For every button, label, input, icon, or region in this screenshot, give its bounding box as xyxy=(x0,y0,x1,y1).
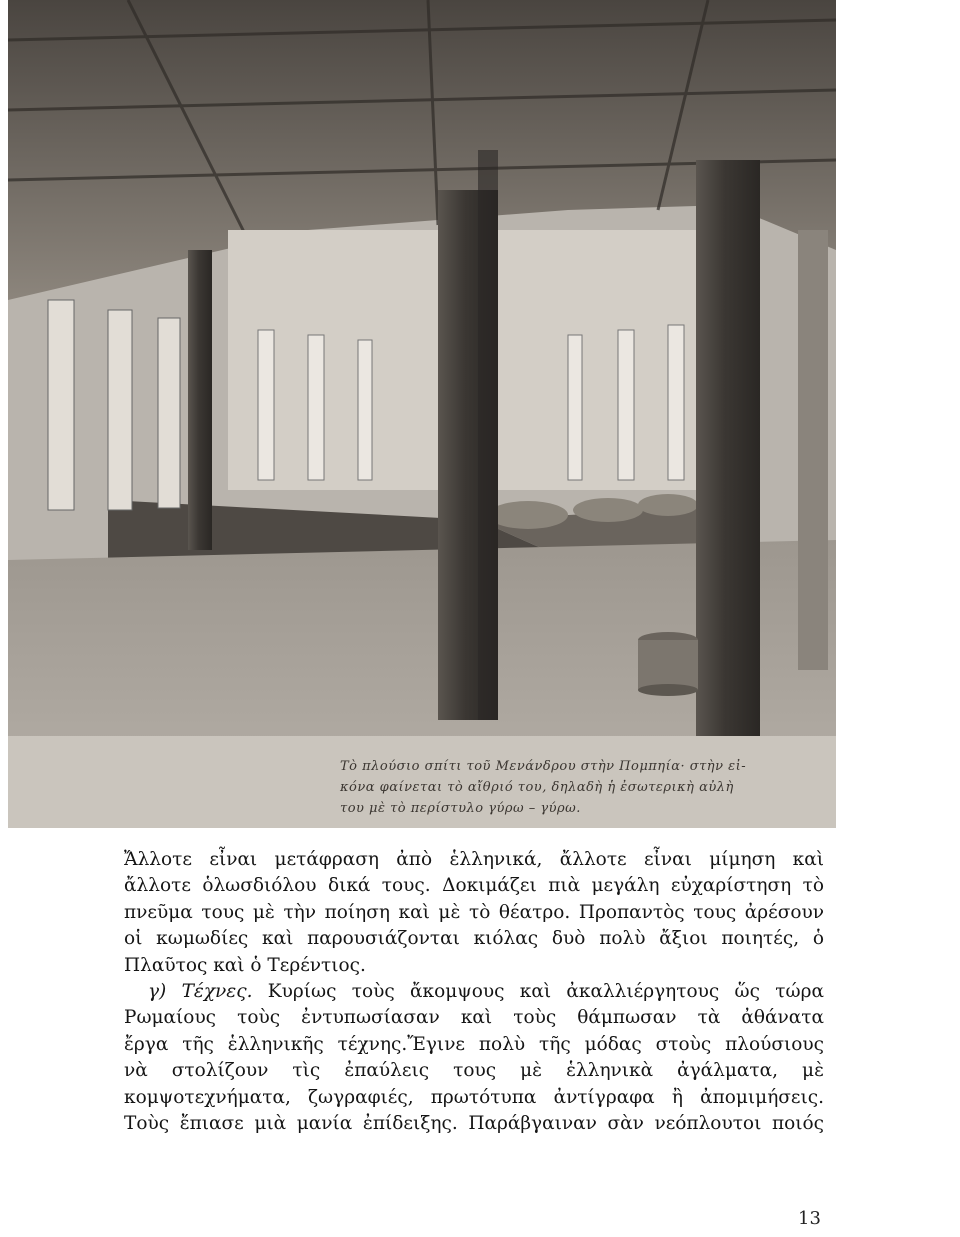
page-number: 13 xyxy=(798,1208,821,1229)
peristyle-illustration xyxy=(8,0,836,828)
text-line: ἄλλοτε ὁλωσδιόλου δικά τους. Δοκιμάζει πιὰ μεγάλη εὐχαρίστηση τὸ xyxy=(124,875,824,897)
text-line: νὰ στολίζουν τὶς ἐπαύλεις τους μὲ ἑλληνικὰ ἀγάλματα, μὲ xyxy=(124,1060,824,1082)
caption-line: κόνα φαίνεται τὸ αἴθριό του, δηλαδὴ ἡ ἐσωτερικὴ αὐλὴ xyxy=(340,780,734,795)
section-paragraph-start xyxy=(124,979,824,1005)
text-line: Ἄλλοτε εἶναι μετάφραση ἀπὸ ἑλληνικά, ἄλλοτε εἶναι μίμηση καὶ xyxy=(124,849,824,870)
figure-caption xyxy=(340,756,820,819)
body-text xyxy=(124,847,824,1137)
text-line: οἱ κωμωδίες καὶ παρουσιάζονται κιόλας δυὸ πολὺ ἄξιοι ποιητές, ὁ xyxy=(124,928,824,950)
text-line: Ρωμαίους τοὺς ἐντυπωσίασαν καὶ τοὺς θάμπωσαν τὰ ἀθάνατα xyxy=(124,1007,824,1029)
text-line: κομψοτεχνήματα, ζωγραφιές, πρωτότυπα ἀντίγραφα ἢ ἀπομιμήσεις. xyxy=(124,1086,824,1108)
caption-line: του μὲ τὸ περίστυλο γύρω – γύρω. xyxy=(340,801,581,816)
text-line: ἔργα τῆς ἑλληνικῆς τέχνης.Ἔγινε πολὺ τῆς μόδας στοὺς πλούσιους xyxy=(124,1033,824,1055)
text-line: Κυρίως τοὺς ἄκομψους καὶ ἀκαλλιέργητους ὥς τώρα xyxy=(252,981,824,1003)
text-line: Πλαῦτος καὶ ὁ Τερέντιος. xyxy=(124,954,366,976)
section-heading: γ) Τέχνες. xyxy=(148,981,253,1003)
text-line: πνεῦμα τους μὲ τὴν ποίηση καὶ μὲ τὸ θέατρο. Προπαντὸς τους ἀρέσουν xyxy=(124,901,824,923)
peristyle-photo xyxy=(8,0,836,828)
caption-line: Τὸ πλούσιο σπίτι τοῦ Μενάνδρου στὴν Πομπηία· στὴν εἰ- xyxy=(340,759,747,774)
text-line: Τοὺς ἔπιασε μιὰ μανία ἐπίδειξης. Παράβγαιναν σὰν νεόπλουτοι ποιός xyxy=(124,1113,824,1135)
